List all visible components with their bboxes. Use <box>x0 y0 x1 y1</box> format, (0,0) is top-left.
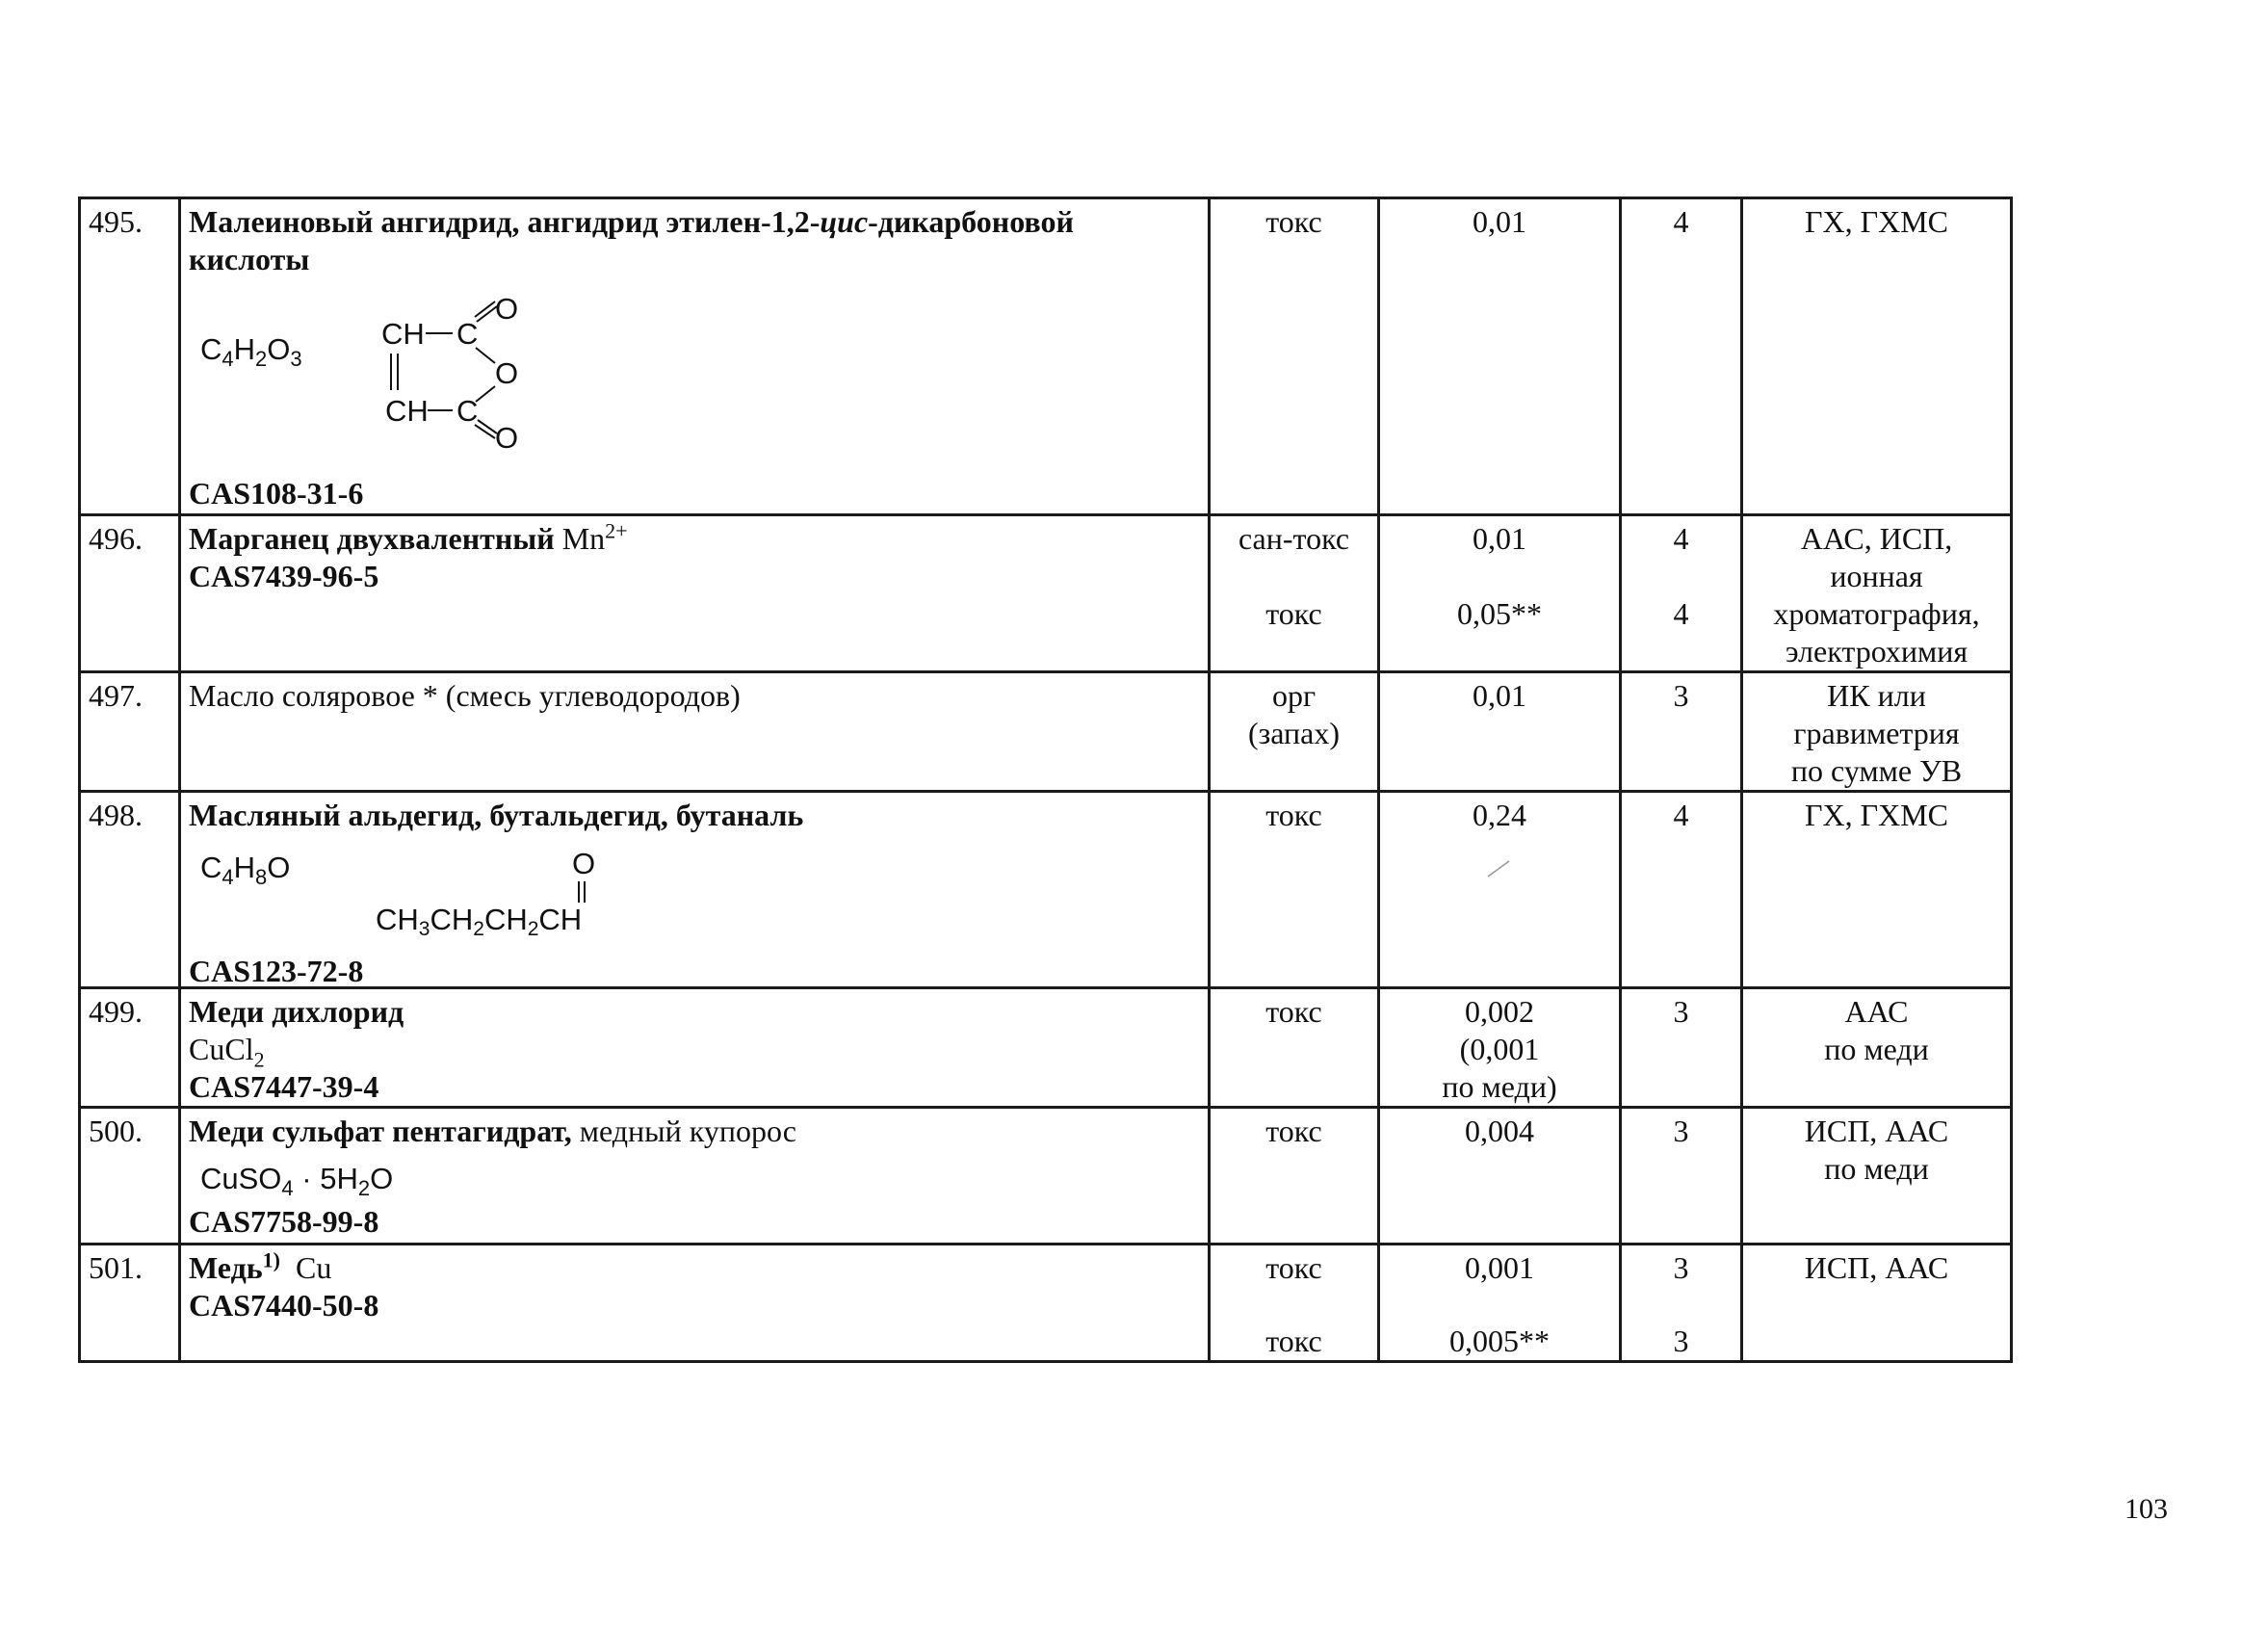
page-number: 103 <box>2125 1493 2168 1525</box>
pencil-mark <box>1480 853 1519 882</box>
struct-o-bottom: O <box>495 421 519 455</box>
row-number: 495. <box>80 198 180 515</box>
table-row-501 <box>80 1245 2012 1362</box>
struct-ch-bottom: CH <box>385 394 429 428</box>
substance-name: Масло соляровое * (смесь углеводородов) <box>180 672 1210 792</box>
hazard-indicator: токс <box>1210 792 1379 988</box>
table-row-498 <box>80 792 2012 988</box>
substance-cell <box>180 792 1210 988</box>
hazard-class: 4 <box>1621 792 1742 988</box>
struct-ch-top: CH <box>381 317 425 351</box>
hazard-class: 3 3 <box>1621 1245 1742 1362</box>
substance-cell <box>180 1108 1210 1245</box>
limit-value: 0,01 0,05** <box>1379 515 1621 672</box>
table-row-497 <box>80 672 2012 792</box>
hazard-indicator: орг (запах) <box>1210 672 1379 792</box>
row-number: 501. <box>80 1245 180 1362</box>
hazard-class: 3 <box>1621 672 1742 792</box>
table-row-499 <box>80 988 2012 1108</box>
limit-value: 0,002 (0,001 по меди) <box>1379 988 1621 1108</box>
substance-name: Меди дихлорид <box>189 994 404 1029</box>
table-row-495 <box>80 198 2012 515</box>
table-row-500 <box>80 1108 2012 1245</box>
substance-name: Марганец двухвалентный $Mn^{2+}$ <box>189 518 628 556</box>
limit-value: 0,24 <box>1379 792 1621 988</box>
row-number: 498. <box>80 792 180 988</box>
row-number: 496. <box>80 515 180 672</box>
substance-cell <box>180 988 1210 1108</box>
substance-name: Масляный альдегид, бутальдегид, бутаналь <box>189 798 804 832</box>
row-number: 497. <box>80 672 180 792</box>
substances-table <box>78 197 2013 1363</box>
hazard-indicator: сан-токс токс <box>1210 515 1379 672</box>
molecular-formula: CuSO$_4$ · $5H_2O$ <box>200 1162 394 1201</box>
cas-number: CAS108-31-6 <box>189 476 364 511</box>
substance-name: Меди сульфат пентагидрат, медный купорос <box>189 1114 796 1148</box>
substance-cell <box>180 515 1210 672</box>
analysis-method: ИК или гравиметрия по сумме УВ <box>1742 672 2012 792</box>
table-row-496 <box>80 515 2012 672</box>
analysis-method: ИСП, ААС по меди <box>1742 1108 2012 1245</box>
limit-value: 0,01 <box>1379 672 1621 792</box>
cas-number: CAS7447-39-4 <box>189 1069 379 1104</box>
struct-c-bottom: C <box>456 394 479 428</box>
analysis-method: ГХ, ГХМС <box>1742 792 2012 988</box>
limit-value: 0,01 <box>1379 198 1621 515</box>
substance-cell <box>180 198 1210 515</box>
maleic-anhydride-structure <box>381 290 574 473</box>
struct-o-ring: O <box>495 356 519 390</box>
hazard-indicator: токс токс <box>1210 1245 1379 1362</box>
hazard-indicator: токс <box>1210 1108 1379 1245</box>
hazard-indicator: токс <box>1210 988 1379 1108</box>
hazard-class: 4 4 <box>1621 515 1742 672</box>
limit-value: 0,004 <box>1379 1108 1621 1245</box>
molecular-formula: $C_4H_8O$ <box>200 851 291 890</box>
analysis-method: ААС, ИСП, ионная хроматография, электрохимия <box>1742 515 2012 672</box>
limit-value: 0,001 0,005** <box>1379 1245 1621 1362</box>
cas-number: CAS7440-50-8 <box>189 1288 379 1323</box>
cas-number: CAS123-72-8 <box>189 954 364 988</box>
hazard-indicator: токс <box>1210 198 1379 515</box>
struct-o-top: O <box>495 292 519 326</box>
molecular-formula: $C_4H_2O_3$ <box>200 332 302 372</box>
cas-number: CAS7758-99-8 <box>189 1204 379 1239</box>
substance-cell <box>180 1245 1210 1362</box>
analysis-method: ААС по меди <box>1742 988 2012 1108</box>
cas-number: CAS7439-96-5 <box>189 559 379 593</box>
row-number: 500. <box>80 1108 180 1245</box>
substance-name: Медь$^{1)}$ Cu <box>189 1247 332 1285</box>
struct-chain: CH3CH2CH2CH <box>376 903 583 939</box>
molecular-formula: CuCl$_2$ <box>189 1032 265 1072</box>
struct-o: O <box>572 847 596 880</box>
hazard-class: 3 <box>1621 1108 1742 1245</box>
butanal-structure <box>372 843 641 939</box>
substance-name: Малеиновый ангидрид, ангидрид этилен-1,2-цис-дикарбоновой кислоты <box>189 204 1074 276</box>
analysis-method: ИСП, ААС <box>1742 1245 2012 1362</box>
struct-c-top: C <box>456 317 479 351</box>
analysis-method: ГХ, ГХМС <box>1742 198 2012 515</box>
hazard-class: 4 <box>1621 198 1742 515</box>
hazard-class: 3 <box>1621 988 1742 1108</box>
row-number: 499. <box>80 988 180 1108</box>
